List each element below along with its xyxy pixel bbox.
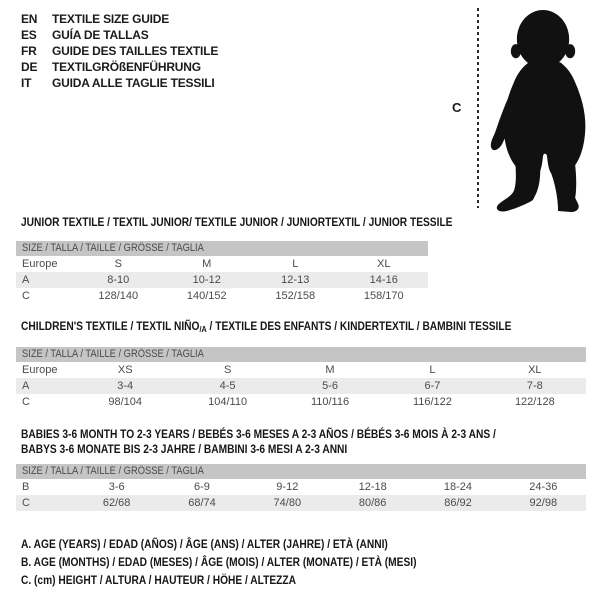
table-cell: 18-24 — [443, 481, 473, 493]
row-label: C — [22, 497, 30, 509]
table-cell: 68/74 — [188, 497, 216, 509]
table-cell: XL — [377, 258, 391, 270]
footnote-legend — [21, 535, 486, 589]
table-cell: 62/68 — [102, 497, 131, 509]
table-row-height — [16, 394, 586, 410]
toddler-silhouette-image — [486, 6, 598, 212]
language-row-es — [21, 27, 218, 43]
row-label: B — [22, 481, 30, 493]
table-row-age-months — [16, 479, 586, 495]
language-code: FR — [21, 44, 37, 58]
title-text-pre: CHILDREN'S TEXTILE / TEXTIL NIÑO — [21, 319, 200, 333]
footnote-c-text: C. (cm) HEIGHT / ALTURA / HAUTEUR / HÖHE / ALTEZZA — [21, 573, 297, 587]
language-title: TEXTILE SIZE GUIDE — [52, 12, 170, 26]
table-cell: XS — [117, 364, 133, 376]
table-cell: M — [325, 364, 335, 376]
table-cell: 158/170 — [363, 290, 404, 302]
table-row-height — [16, 288, 428, 304]
junior-section-title-text: JUNIOR TEXTILE / TEXTIL JUNIOR/ TEXTILE JUNIOR / JUNIORTEXTIL / JUNIOR TESSILE — [21, 215, 453, 229]
language-title: TEXTILGRÖßENFÜHRUNG — [52, 60, 201, 74]
language-row-de — [21, 59, 218, 75]
table-cell: L — [292, 258, 299, 270]
junior-section-title — [21, 215, 529, 230]
table-row-age — [16, 378, 586, 394]
table-cell: S — [223, 364, 232, 376]
table-cell: 14-16 — [369, 274, 398, 286]
children-section-title — [21, 319, 598, 337]
table-cell: 104/110 — [208, 396, 248, 408]
row-label: C — [22, 396, 30, 408]
row-label: Europe — [22, 258, 58, 270]
table-cell: S — [114, 258, 122, 270]
language-title: GUÍA DE TALLAS — [52, 28, 149, 42]
babies-section-title — [21, 427, 580, 457]
footnote-a-text: A. AGE (YEARS) / EDAD (AÑOS) / ÂGE (ANS) / ALTER (JAHRE) / ETÀ (ANNI) — [21, 537, 388, 551]
table-row-europe — [16, 362, 586, 378]
language-title: GUIDA ALLE TAGLIE TESSILI — [52, 76, 215, 90]
table-row-europe — [16, 256, 428, 272]
footnote-a — [21, 535, 486, 553]
height-measure-label: C — [452, 100, 462, 115]
table-cell: 128/140 — [98, 290, 139, 302]
table-cell: 116/122 — [412, 396, 452, 408]
size-header-bar — [16, 347, 586, 362]
row-label: A — [22, 380, 30, 392]
table-cell: L — [429, 364, 436, 376]
size-header-text: SIZE / TALLA / TAILLE / GRÖSSE / TAGLIA — [22, 465, 204, 477]
language-code: DE — [21, 60, 38, 74]
table-cell: 86/92 — [444, 497, 472, 509]
language-row-it — [21, 75, 218, 91]
row-label: Europe — [22, 364, 58, 376]
table-cell: 12-13 — [281, 274, 310, 286]
table-cell: 98/104 — [108, 396, 143, 408]
title-text-subscript: /A — [199, 324, 207, 334]
children-section-title-text — [21, 319, 511, 337]
children-size-table — [16, 347, 586, 410]
table-cell: 140/152 — [186, 290, 227, 302]
table-cell: 6-7 — [424, 380, 441, 392]
table-cell: 12-18 — [358, 481, 387, 493]
babies-size-table — [16, 464, 586, 511]
table-cell: 80/86 — [358, 497, 387, 509]
table-cell: 92/98 — [529, 497, 558, 509]
language-code: IT — [21, 76, 32, 90]
junior-size-table — [16, 241, 428, 304]
table-cell: 7-8 — [526, 380, 543, 392]
height-measure-dashed-line — [477, 8, 479, 208]
language-row-fr — [21, 43, 218, 59]
babies-title-line2: BABYS 3-6 MONATE BIS 2-3 JAHRE / BAMBINI 3-6 MESI A 2-3 ANNI — [21, 442, 348, 456]
size-header-text: SIZE / TALLA / TAILLE / GRÖSSE / TAGLIA — [22, 348, 204, 360]
table-cell: 10-12 — [192, 274, 221, 286]
table-cell: 24-36 — [529, 481, 558, 493]
language-title-list — [21, 11, 218, 91]
table-cell: 3-4 — [117, 380, 134, 392]
row-label: C — [22, 290, 30, 302]
table-cell: M — [202, 258, 212, 270]
table-row-height — [16, 495, 586, 511]
babies-title-line1: BABIES 3-6 MONTH TO 2-3 YEARS / BEBÉS 3-6 MESES A 2-3 AÑOS / BÉBÉS 3-6 MOIS À 2-3 ANS / — [21, 427, 496, 441]
size-header-text: SIZE / TALLA / TAILLE / GRÖSSE / TAGLIA — [22, 242, 204, 254]
table-cell: 152/158 — [275, 290, 316, 302]
language-code: ES — [21, 28, 37, 42]
footnote-c — [21, 571, 486, 589]
language-row-en — [21, 11, 218, 27]
size-header-bar — [16, 464, 586, 479]
language-code: EN — [21, 12, 38, 26]
table-cell: 74/80 — [273, 497, 302, 509]
table-row-age — [16, 272, 428, 288]
table-cell: 110/116 — [310, 396, 350, 408]
table-cell: 3-6 — [108, 481, 125, 493]
table-cell: 8-10 — [107, 274, 130, 286]
size-header-bar — [16, 241, 428, 256]
title-text-post: / TEXTILE DES ENFANTS / KINDERTEXTIL / BAMBINI TESSILE — [206, 319, 512, 333]
table-cell: 122/128 — [514, 396, 555, 408]
row-label: A — [22, 274, 30, 286]
table-cell: 4-5 — [219, 380, 236, 392]
table-cell: XL — [528, 364, 542, 376]
language-title: GUIDE DES TAILLES TEXTILE — [52, 44, 219, 58]
footnote-b — [21, 553, 486, 571]
footnote-b-text: B. AGE (MONTHS) / EDAD (MESES) / ÂGE (MOIS) / ALTER (MONATE) / ETÀ (MESI) — [21, 555, 417, 569]
table-cell: 5-6 — [322, 380, 338, 392]
table-cell: 9-12 — [276, 481, 299, 493]
table-cell: 6-9 — [194, 481, 210, 493]
